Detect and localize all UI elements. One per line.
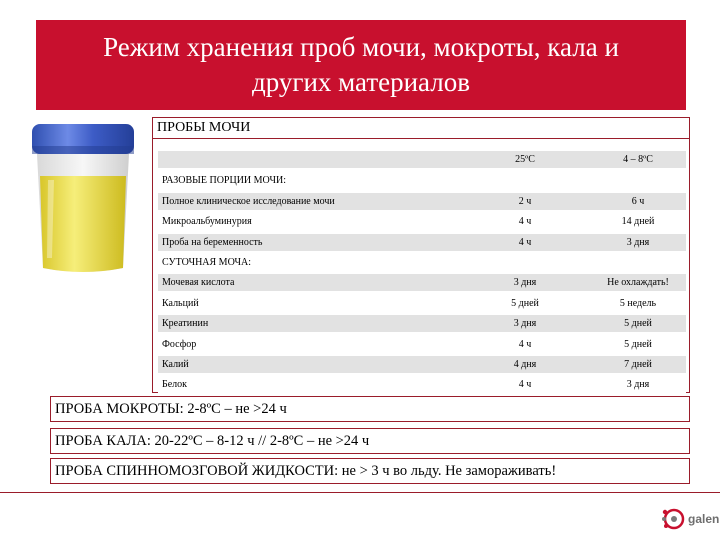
table-header-row — [158, 151, 686, 168]
table-row — [158, 315, 686, 332]
galen-logo-icon — [660, 505, 688, 533]
urine-section-header: ПРОБЫ МОЧИ — [152, 117, 690, 139]
table-row — [158, 336, 686, 353]
table-row — [158, 193, 686, 210]
row-value-25c: 3 дня — [513, 318, 537, 329]
row-value-4-8c: 5 дней — [624, 318, 652, 329]
row-value-25c: 4 ч — [518, 237, 532, 248]
table-row — [158, 254, 686, 271]
row-value-4-8c: 7 дней — [624, 359, 652, 370]
urine-container-image — [28, 118, 138, 278]
page-title — [36, 20, 686, 100]
row-label: Микроальбуминурия — [162, 216, 252, 227]
row-value-25c: 2 ч — [518, 196, 532, 207]
row-value-25c: 4 ч — [518, 379, 532, 390]
row-value-25c: 4 ч — [518, 339, 532, 350]
row-label: СУТОЧНАЯ МОЧА: — [162, 257, 252, 268]
table-row — [158, 274, 686, 291]
sputum-storage-note: ПРОБА МОКРОТЫ: 2-8ºС – не >24 ч — [50, 396, 690, 422]
bottom-divider — [0, 492, 720, 493]
row-value-4-8c: 5 дней — [624, 339, 652, 350]
title-line-1: Режим хранения проб мочи, мокроты, кала и — [103, 32, 619, 62]
row-label: Калий — [162, 359, 189, 370]
table-row — [158, 356, 686, 373]
title-banner — [36, 20, 686, 110]
table-row — [158, 376, 686, 393]
header-cell-4-8c: 4 – 8ºС — [623, 154, 653, 165]
galen-logo — [660, 505, 720, 535]
table-row — [158, 295, 686, 312]
row-value-4-8c: 3 дня — [626, 379, 650, 390]
table-row — [158, 213, 686, 230]
row-value-4-8c: Не охлаждать! — [607, 277, 669, 288]
row-value-4-8c: 5 недель — [619, 298, 657, 309]
row-label: Белок — [162, 379, 188, 390]
row-value-25c: 4 ч — [518, 216, 532, 227]
row-value-4-8c: 6 ч — [631, 196, 645, 207]
csf-storage-note: ПРОБА СПИННОМОЗГОВОЙ ЖИДКОСТИ: не > 3 ч во льду. Не замораживать! — [50, 458, 690, 484]
header-cell-25c: 25ºС — [515, 154, 535, 165]
row-label: Мочевая кислота — [162, 277, 235, 288]
row-value-4-8c: 3 дня — [626, 237, 650, 248]
table-row — [158, 234, 686, 251]
stool-storage-note: ПРОБА КАЛА: 20-22ºС – 8-12 ч // 2-8ºС – не >24 ч — [50, 428, 690, 454]
row-label: Креатинин — [162, 318, 209, 329]
row-value-25c: 4 дня — [513, 359, 537, 370]
row-label: РАЗОВЫЕ ПОРЦИИ МОЧИ: — [162, 175, 287, 186]
row-label: Кальций — [162, 298, 199, 309]
row-value-25c: 5 дней — [511, 298, 539, 309]
row-label: Полное клиническое исследование мочи — [162, 196, 335, 207]
row-value-4-8c: 14 дней — [621, 216, 655, 227]
row-value-25c: 3 дня — [513, 277, 537, 288]
row-label: Проба на беременность — [162, 237, 263, 248]
galen-logo-text: galen — [688, 512, 720, 526]
title-line-2: других материалов — [251, 67, 471, 97]
row-label: Фосфор — [162, 339, 197, 350]
table-row — [158, 172, 686, 189]
